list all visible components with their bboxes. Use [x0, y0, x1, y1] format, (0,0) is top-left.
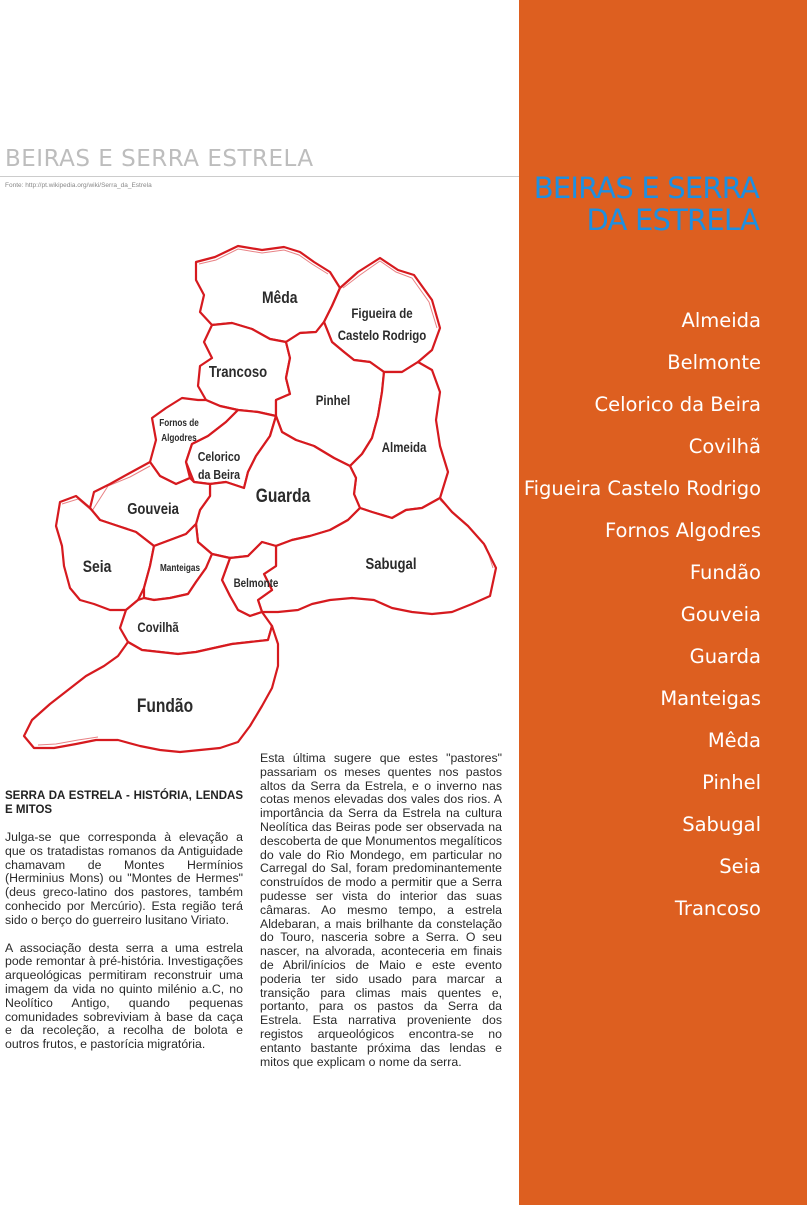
label-celorico-2: da Beira [198, 466, 241, 483]
municipality-item[interactable]: Guarda [689, 645, 761, 668]
municipality-item[interactable]: Figueira Castelo Rodrigo [523, 477, 761, 500]
municipality-item[interactable]: Gouveia [680, 603, 761, 626]
article-heading: SERRA DA ESTRELA - HISTÓRIA, LENDAS E MITOS [5, 790, 243, 816]
label-seia: Seia [82, 557, 112, 577]
label-pinhel: Pinhel [315, 391, 351, 409]
label-fornos-1: Fornos de [159, 417, 199, 429]
label-figueira-2: Castelo Rodrigo [337, 326, 427, 344]
article-paragraph: Julga-se que corresponda à elevação a que os tratadistas romanos da Antiguidade chamavam de Montes Hermínios (Herminius Mons) ou "Montes de Hermes" (deus greco-latino dos pastores, também conhecido por Mercúrio). Esta região terá sido o berço do guerreiro lusitano Viriato. [5, 830, 243, 927]
sidebar-title: BEIRAS E SERRA DA ESTRELA [533, 171, 759, 237]
municipality-list [524, 306, 761, 936]
municipality-item[interactable]: Seia [719, 855, 761, 878]
municipality-item[interactable]: Almeida [681, 309, 761, 332]
municipality-item[interactable]: Celorico da Beira [594, 393, 761, 416]
label-belmonte: Belmonte [233, 577, 279, 591]
article-paragraph: Esta última sugere que estes "pastores" passariam os meses quentes nos pastos altos da Serra da Estrela, e o inverno nas cotas menos elevadas dos vales dos rios. A importância da Serra da Estrela na cultura Neolítica das Beiras pode ser observada na descoberta de que Monumentos megalíticos do vale do Rio Mondego, em particular no Carregal do Sal, foram predominantemente construídos de modo a permitir que a Serra pudesse ser vista do interior das suas câmaras. Ao mesmo tempo, a estrela Aldebaran, a mais brilhante da constelação do Touro, nasceria sobre a Serra. O seu nascer, na alvorada, aconteceria em finais de Abril/inícios de Maio e este evento poderia ter sido usado para marcar a transição para climas mais quentes e, portanto, para os pastos da Serra da Estrela. Esta narrativa proveniente dos registos arqueológicos encontra-se no entanto bastante próxima das lendas e mitos que explicam o nome da serra. [260, 751, 502, 1069]
label-almeida: Almeida [381, 438, 427, 456]
municipality-item[interactable]: Pinhel [702, 771, 761, 794]
label-sabugal: Sabugal [365, 555, 417, 574]
page-title: BEIRAS E SERRA ESTRELA [5, 146, 314, 172]
label-gouveia: Gouveia [127, 500, 179, 519]
article-right-column [260, 752, 502, 1083]
municipality-item[interactable]: Mêda [707, 729, 761, 752]
label-manteigas: Manteigas [159, 562, 201, 574]
municipality-item[interactable]: Covilhã [688, 435, 761, 458]
label-fornos-2: Algodres [161, 432, 197, 444]
municipality-item[interactable]: Fornos Algodres [605, 519, 761, 542]
region-map [20, 238, 500, 758]
article-paragraph: A associação desta serra a uma estrela pode remontar à pré-história. Investigações arqueológicas permitiram reconstruir uma imagem da vida no quinto milénio a.C, no Neolítico Antigo, quando pequenas comunidades sobreviviam à base da caça e da recoleção, a recolha de bolota e outros frutos, e pastorícia migratória. [5, 940, 243, 1052]
municipality-item[interactable]: Fundão [689, 561, 761, 584]
article-left-column [5, 831, 243, 1066]
label-celorico-1: Celorico [197, 448, 241, 465]
label-guarda: Guarda [255, 484, 311, 507]
municipality-item[interactable]: Trancoso [674, 897, 761, 920]
label-figueira-1: Figueira de [351, 304, 413, 322]
municipality-item[interactable]: Belmonte [667, 351, 761, 374]
source-link[interactable]: Fonte: http://pt.wikipedia.org/wiki/Serra_da_Estrela [5, 182, 152, 189]
title-divider [0, 176, 519, 177]
municipality-item[interactable]: Manteigas [660, 687, 761, 710]
label-meda: Mêda [261, 288, 298, 308]
label-fundao: Fundão [136, 694, 194, 717]
label-covilha: Covilhã [137, 618, 179, 636]
label-trancoso: Trancoso [208, 363, 268, 382]
sidebar [519, 0, 807, 1205]
municipality-item[interactable]: Sabugal [682, 813, 761, 836]
